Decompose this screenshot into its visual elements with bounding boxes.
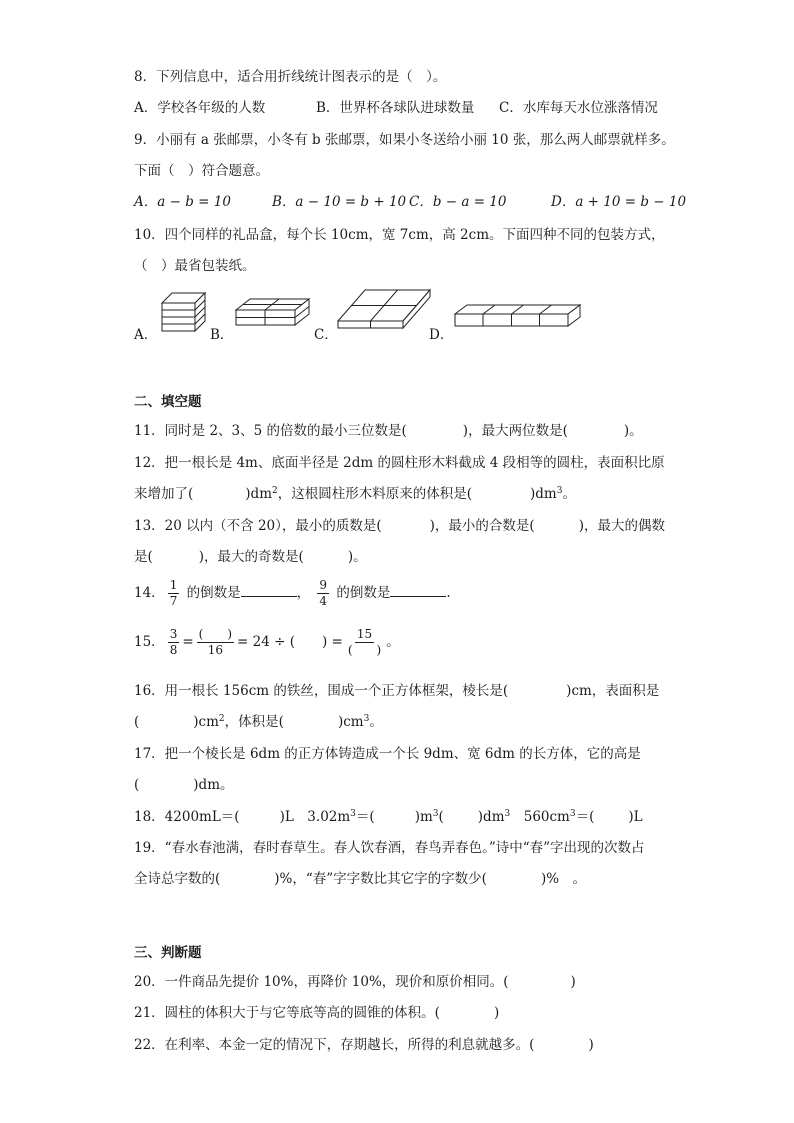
q13-line1: 13．20 以内（不含 20），最小的质数是( )，最小的合数是( )，最大的偶数	[134, 518, 665, 534]
q10-row-of-four-figure	[452, 302, 584, 330]
q16-line1: 16．用一根长 156cm 的铁丝，围成一个正方体框架，棱长是( )cm，表面积是	[134, 683, 660, 699]
q10-flat-grid-figure	[335, 287, 435, 333]
q10-option-d-label[interactable]: D．	[429, 327, 454, 343]
q8-option-b[interactable]: B．世界杯各球队进球数量	[316, 100, 475, 116]
q9-option-b[interactable]: B．a − 10 = b + 10	[272, 194, 407, 210]
q10-stem-line1: 10．四个同样的礼品盒，每个长 10cm，宽 7cm，高 2cm。下面四种不同的包装方式，	[134, 227, 665, 243]
section-title-fill-in: 二、填空题	[134, 394, 202, 410]
q14-fraction-1: $\frac{1}{7}$	[169, 578, 178, 608]
q10-two-by-two-flat-figure	[233, 296, 313, 328]
q14: 14． $\frac{1}{7}$ 的倒数是 ， $\frac{9}{4}$ 的倒数是 .	[134, 578, 451, 608]
q15-fraction-1: $\frac{3}{8}$	[169, 627, 178, 657]
q20: 20．一件商品先提价 10%，再降价 10%，现价和原价相同。( )	[134, 974, 576, 990]
q9-option-d[interactable]: D．a + 10 = b − 10	[551, 194, 687, 210]
q17-line2: ( )dm。	[134, 777, 234, 793]
q21: 21．圆柱的体积大于与它等底等高的圆锥的体积。( )	[134, 1005, 500, 1021]
q15: 15． $\frac{3}{8}$ = $\frac{( )}{16}$ = 24 ÷ ( ) = $\frac{15}{( )}$ 。	[134, 627, 400, 657]
q15-fraction-3[interactable]: $\frac{15}{( )}$	[347, 627, 382, 657]
q9-option-a[interactable]: A．a − b = 10	[134, 194, 231, 210]
q9-stem-line2: 下面（ ）符合题意。	[134, 163, 269, 179]
q12-line2: 来增加了( )$dm^2$，这根圆柱形木料原来的体积是( )$dm^3$。	[134, 486, 576, 502]
q8-stem: 8．下列信息中，适合用折线统计图表示的是（ ）。	[134, 69, 447, 85]
q10-option-a-label[interactable]: A．	[134, 327, 158, 343]
q9-stem-line1: 9．小丽有 a 张邮票，小冬有 b 张邮票，如果小冬送给小丽 10 张，那么两人邮票就样多。	[134, 132, 675, 148]
q13-line2: 是( )，最大的奇数是( )。	[134, 549, 367, 565]
q14-fraction-2: $\frac{9}{4}$	[319, 578, 328, 608]
q22: 22．在利率、本金一定的情况下，存期越长，所得的利息就越多。( )	[134, 1037, 594, 1053]
q19-line2: 全诗总字数的( )%，“春”字字数比其它字的字数少( )% 。	[134, 871, 587, 887]
q8-option-a[interactable]: A．学校各年级的人数	[134, 100, 266, 116]
q15-fraction-2[interactable]: $\frac{( )}{16}$	[198, 627, 233, 657]
q14-answer-1[interactable]	[241, 583, 297, 597]
q9-option-c[interactable]: C．b − a = 10	[409, 194, 507, 210]
q19-line1: 19．“春水春池满，春时春草生。春人饮春酒，春鸟弄春色。”诗中“春”字出现的次数占	[134, 840, 645, 856]
q10-option-b-label[interactable]: B．	[210, 327, 234, 343]
q11: 11．同时是 2、3、5 的倍数的最小三位数是( )，最大两位数是( )。	[134, 423, 643, 439]
q18: 18．4200mL＝( )L $3.02m^3=$( )$m^3$( )$dm^3$ $560cm^3=$( )L	[134, 809, 643, 825]
q8-option-c[interactable]: C．水库每天水位涨落情况	[499, 100, 658, 116]
q10-option-c-label[interactable]: C．	[314, 327, 338, 343]
q10-stem-line2: （ ）最省包装纸。	[134, 258, 256, 274]
q10-stack-of-boxes-figure	[159, 291, 209, 333]
q17-line1: 17．把一个棱长是 6dm 的正方体铸造成一个长 9dm、宽 6dm 的长方体，它的高是	[134, 746, 641, 762]
q12-line1: 12．把一根长是 4m、底面半径是 2dm 的圆柱形木料截成 4 段相等的圆柱，表面积比原	[134, 455, 665, 471]
q16-line2: ( )$cm^2$，体积是( )$cm^3$。	[134, 714, 383, 730]
q14-answer-2[interactable]	[390, 583, 446, 597]
section-title-true-false: 三、判断题	[134, 945, 202, 961]
